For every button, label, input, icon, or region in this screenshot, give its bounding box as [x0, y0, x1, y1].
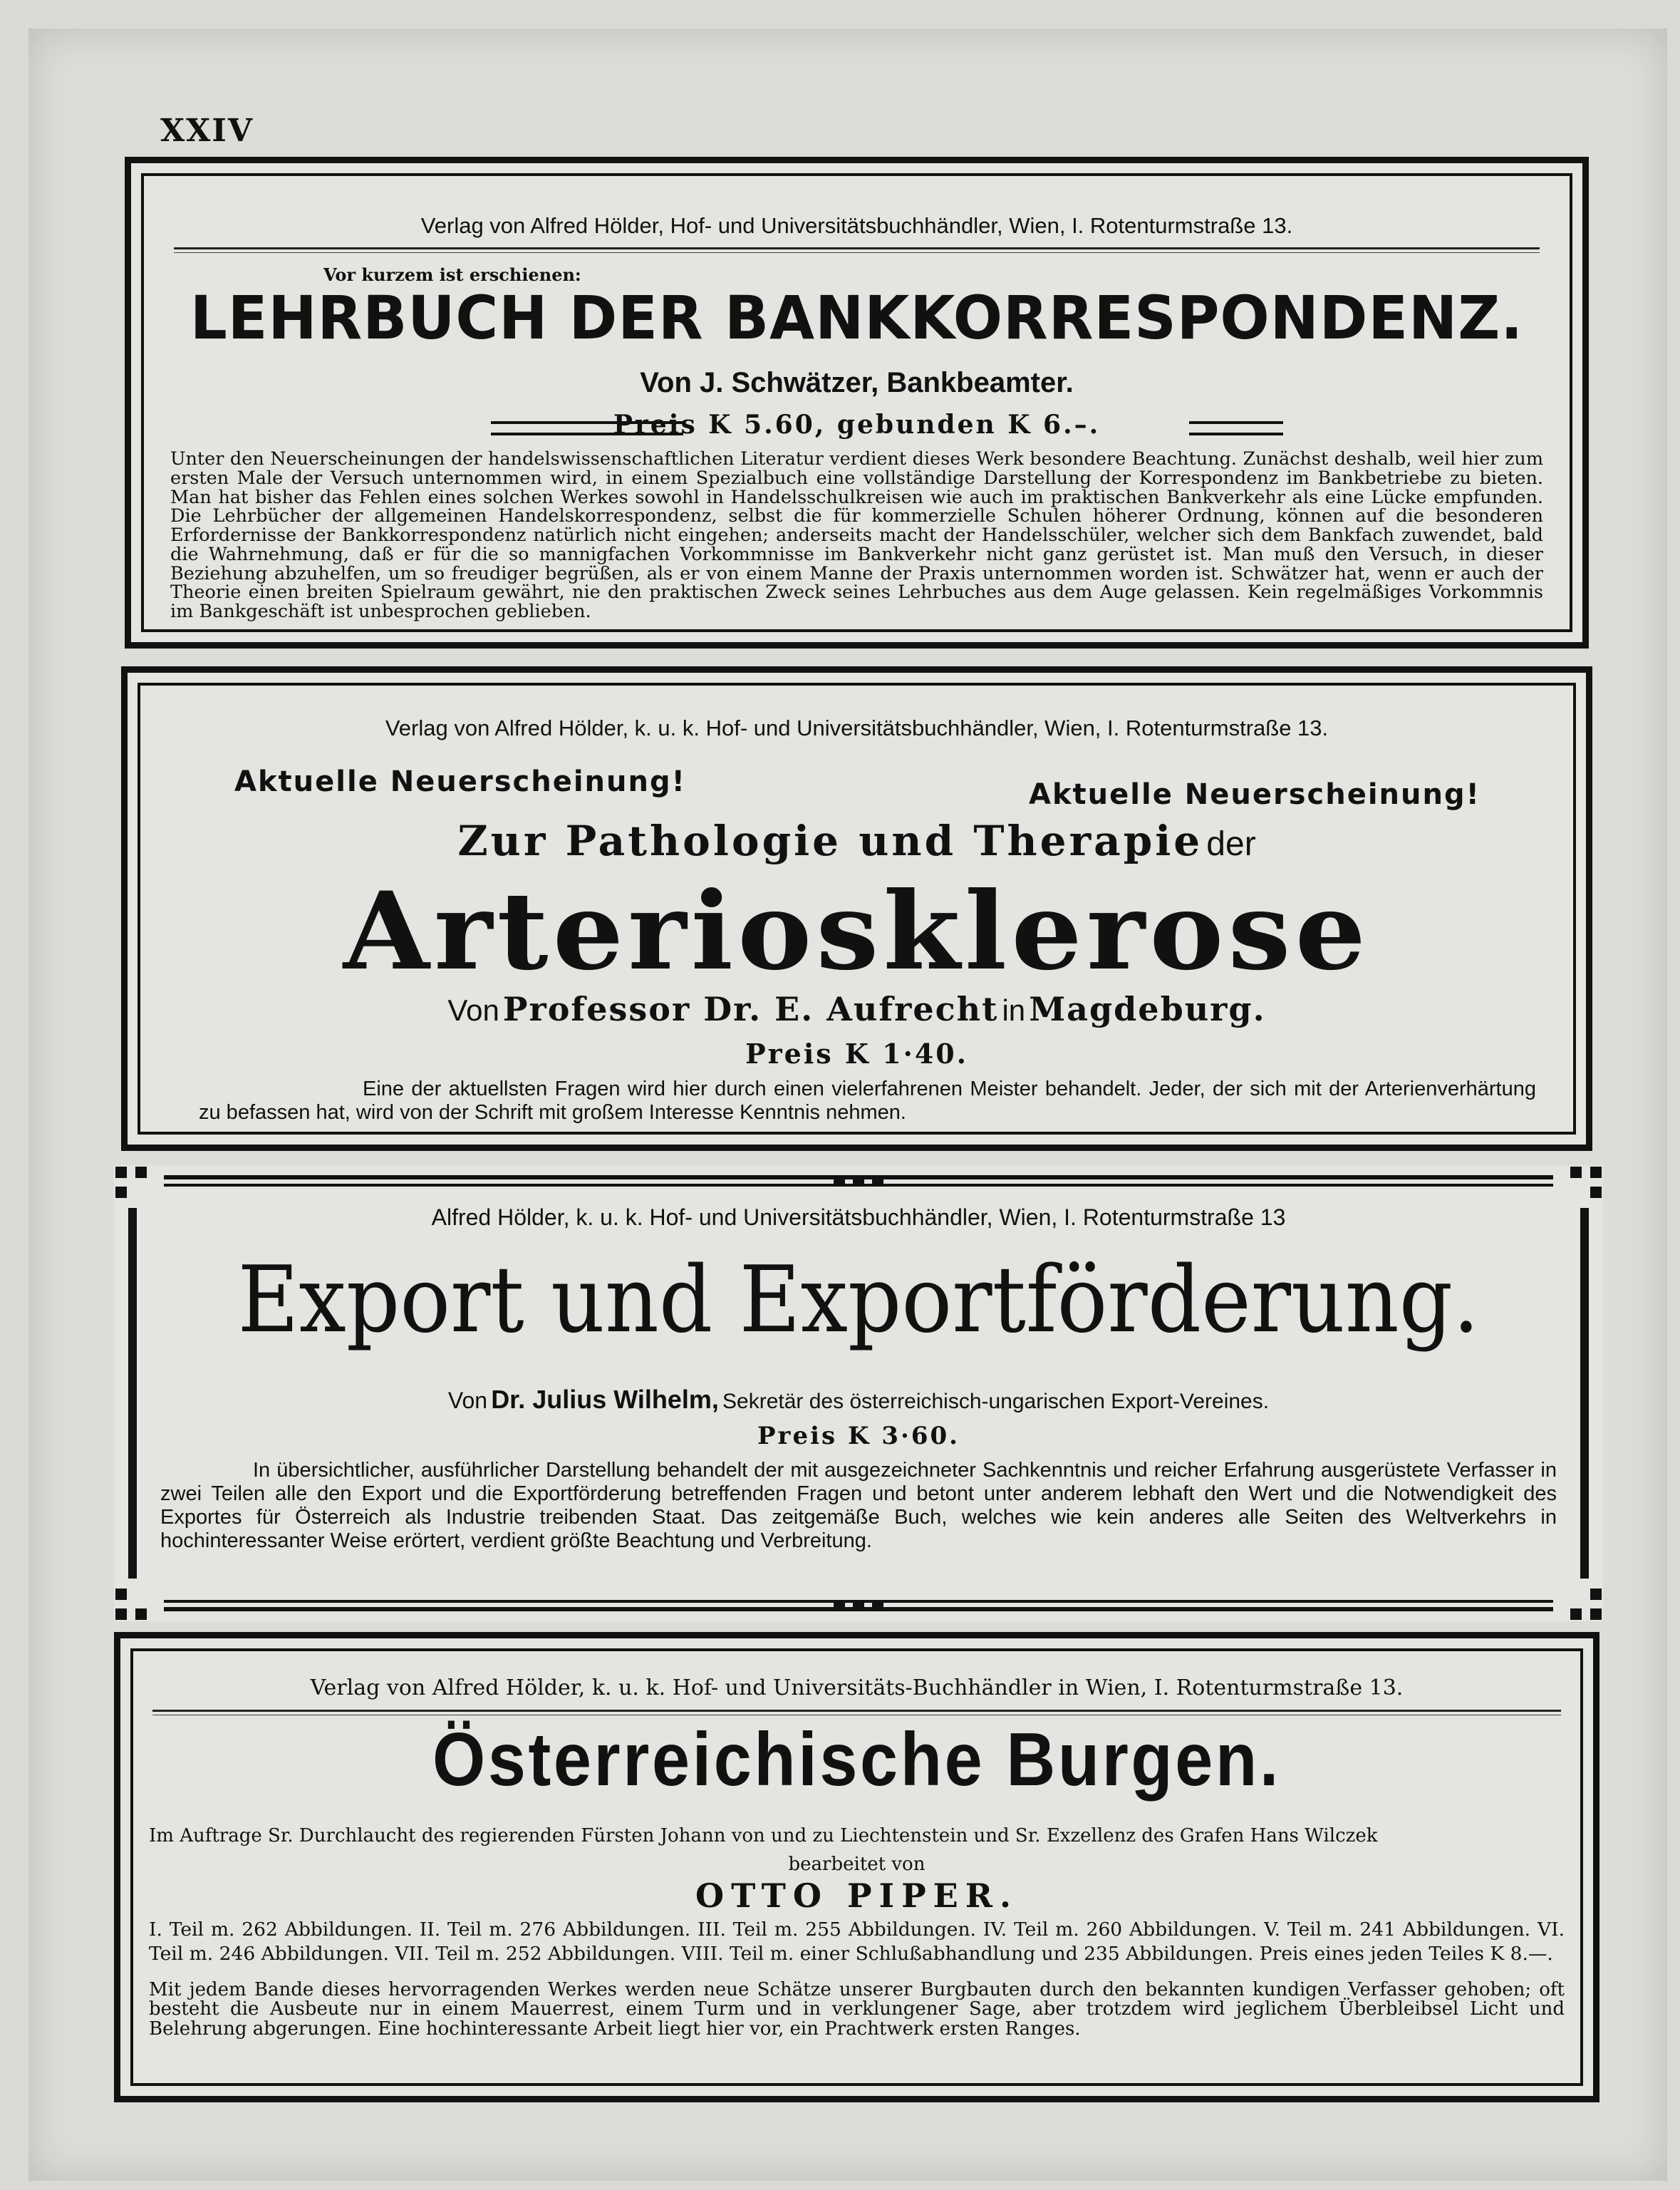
author-line — [114, 1385, 1603, 1415]
ornament-square — [1590, 1589, 1602, 1600]
kicker: Vor kurzem ist erschienen: — [323, 264, 581, 285]
description: In übersichtlicher, ausführlicher Darstellung behandelt der mit ausgezeichneter Sachkenntnis und reicher Erfahrung ausgerüstete Verfasser in zwei Teilen alle den Export und die Exportförderung betreffenden Fragen und betont unter anderem lebhaft den Wert und die Notwendigkeit des Exportes für Österreich als Industrie treibenden Staat. Das zeitgemäße Buch, welches wie kein anderes alle Seiten des Weltverkehrs in hochinteressanter Weise erörtert, verdient größte Beachtung und Verbreitung. — [160, 1459, 1557, 1553]
ornament-square — [135, 1167, 147, 1178]
ad-export — [114, 1165, 1603, 1621]
ornament-square — [1570, 1167, 1582, 1178]
ornament-square — [872, 1600, 883, 1611]
page — [28, 29, 1667, 2181]
book-title: Österreichische Burgen. — [432, 1718, 1281, 1802]
ornament-square — [853, 1175, 864, 1187]
author-post: Sekretär des österreichisch-ungarischen Export-Vereines. — [722, 1390, 1270, 1413]
description: Mit jedem Bande dieses hervorragenden Werkes werden neue Schätze unserer Burgbauten durch den bekannten kundigen Verfasser gehoben; oft besteht die Ausbeute nur in einem Mauerrest, einem Turm und in verklungener Sage, aber trotzdem wird jeglichem Überbleibsel Licht und Belehrung abgerungen. Eine hochinteressante Arbeit liegt hier vor, ein Prachtwerk ersten Ranges. — [149, 1979, 1565, 2040]
ad-burgen — [114, 1632, 1599, 2102]
author-name: Dr. Julius Wilhelm, — [491, 1385, 719, 1414]
subtitle — [128, 817, 1586, 865]
publisher-line: Verlag von Alfred Hölder, k. u. k. Hof- und Universitäts-Buchhändler in Wien, I. Rotenturmstraße 13. — [310, 1675, 1404, 1700]
author-name: Professor Dr. E. Aufrecht — [502, 990, 999, 1028]
ornament-square — [1590, 1608, 1602, 1620]
commission-line: Im Auftrage Sr. Durchlaucht des regierenden Fürsten Johann von und zu Liechtenstein und Sr. Exzellenz des Grafen Hans Wilczek — [149, 1825, 1378, 1846]
kicker-right: Aktuelle Neuerscheinung! — [1029, 778, 1481, 811]
ornament-square — [872, 1175, 883, 1187]
description: Unter den Neuerscheinungen der handelswissenschaftlichen Literatur verdient dieses Werk besondere Beachtung. Zunächst deshalb, weil hier zum ersten Male der Versuch unternommen wird, in einem Spezialbuch eine vollständige Darstellung der Korrespondenz im Bankbetriebe zu bieten. Man hat bisher das Fehlen eines solchen Werkes sowohl in Handelsschulkreisen wie auch im praktischen Bankverkehr als eine Lücke empfunden. Die Lehrbücher der allgemeinen Handelskorrespondenz, selbst die für kommerzielle Schulen höherer Ordnung, können auf die besonderen Erfordernisse der Bankkorrespondenz natürlich nicht eingehen; anderseits macht der Handelsschüler, welcher sich dem Bankfach zuwendet, bald die Wahrnehmung, daß er für die so mannigfachen Vorkommnisse im Bankverkehr nicht ganz gerüstet ist. Man muß den Versuch, in dieser Beziehung abzuhelfen, um so freudiger begrüßen, als er von einem Manne der Praxis unternommen worden ist. Schwätzer hat, wenn er auch der Theorie einen breiten Spielraum gewährt, nie den praktischen Zweck seines Lehrbuches aus dem Auge gelassen. Kein regelmäßiges Vorkommnis im Bankgeschäft ist unbesprochen geblieben. — [170, 448, 1543, 623]
ornament-square — [1590, 1187, 1602, 1198]
ornament-square — [115, 1608, 127, 1620]
author-line: Von J. Schwätzer, Bankbeamter. — [640, 367, 1074, 398]
description: Eine der aktuellsten Fragen wird hier durch einen vielerfahrenen Meister behandelt. Jeder, der sich mit der Arterienverhärtung zu befassen hat, wird von der Schrift mit großem Interesse Kenntnis nehmen. — [199, 1078, 1536, 1125]
ornament-square — [135, 1608, 147, 1620]
price: Preis K 5.60, gebunden K 6.–. — [613, 410, 1101, 440]
divider-rule — [174, 247, 1540, 253]
author-pre: Von — [447, 1388, 488, 1413]
ornament-square — [853, 1600, 864, 1611]
publisher-line: Verlag von Alfred Hölder, Hof- und Universitätsbuchhändler, Wien, I. Rotenturmstraße 13. — [420, 213, 1293, 238]
price: Preis K 3·60. — [757, 1422, 960, 1450]
author-mid: in — [1002, 993, 1026, 1027]
ornament-square — [1590, 1167, 1602, 1178]
ad-bankkorrespondenz — [125, 157, 1589, 649]
ornament-square — [115, 1187, 127, 1198]
author-city: Magdeburg. — [1029, 990, 1266, 1028]
ornament-square — [834, 1600, 845, 1611]
subtitle-main: Zur Pathologie und Therapie — [457, 817, 1203, 865]
edited-by: bearbeitet von — [788, 1854, 925, 1875]
subtitle-tail: der — [1206, 825, 1256, 863]
parts-list: I. Teil m. 262 Abbildungen. II. Teil m. 276 Abbildungen. III. Teil m. 255 Abbildungen. IV. Teil m. 260 Abbildungen. V. Teil m. 241 Abbildungen. VI. Teil m. 246 Abbildungen. VII. Teil m. 252 Abbildungen. VIII. Teil m. einer Schlußabhandlung und 235 Abbildungen. Preis eines jeden Teiles K 8.—. — [149, 1918, 1565, 1965]
ornament-square — [1570, 1608, 1582, 1620]
ornament-square — [115, 1167, 127, 1178]
author-line — [128, 990, 1586, 1028]
book-title: Arteriosklerose — [343, 869, 1371, 994]
publisher-line: Alfred Hölder, k. u. k. Hof- und Universitätsbuchhändler, Wien, I. Rotenturmstraße 13 — [431, 1204, 1286, 1230]
page-number: XXIV — [160, 113, 254, 149]
divider-rule — [152, 1710, 1561, 1715]
book-title: LEHRBUCH DER BANKKORRESPONDENZ. — [190, 283, 1524, 353]
ornament-square — [115, 1589, 127, 1600]
book-title: Export und Exportförderung. — [237, 1247, 1480, 1353]
publisher-line: Verlag von Alfred Hölder, k. u. k. Hof- und Universitätsbuchhändler, Wien, I. Rotenturmstraße 13. — [385, 716, 1329, 740]
price: Preis K 1·40. — [745, 1038, 968, 1070]
author-pre: Von — [447, 993, 499, 1027]
kicker-left: Aktuelle Neuerscheinung! — [234, 765, 686, 798]
ad-arteriosklerose — [121, 666, 1592, 1151]
editor-name: OTTO PIPER. — [695, 1876, 1018, 1915]
ornament-square — [834, 1175, 845, 1187]
